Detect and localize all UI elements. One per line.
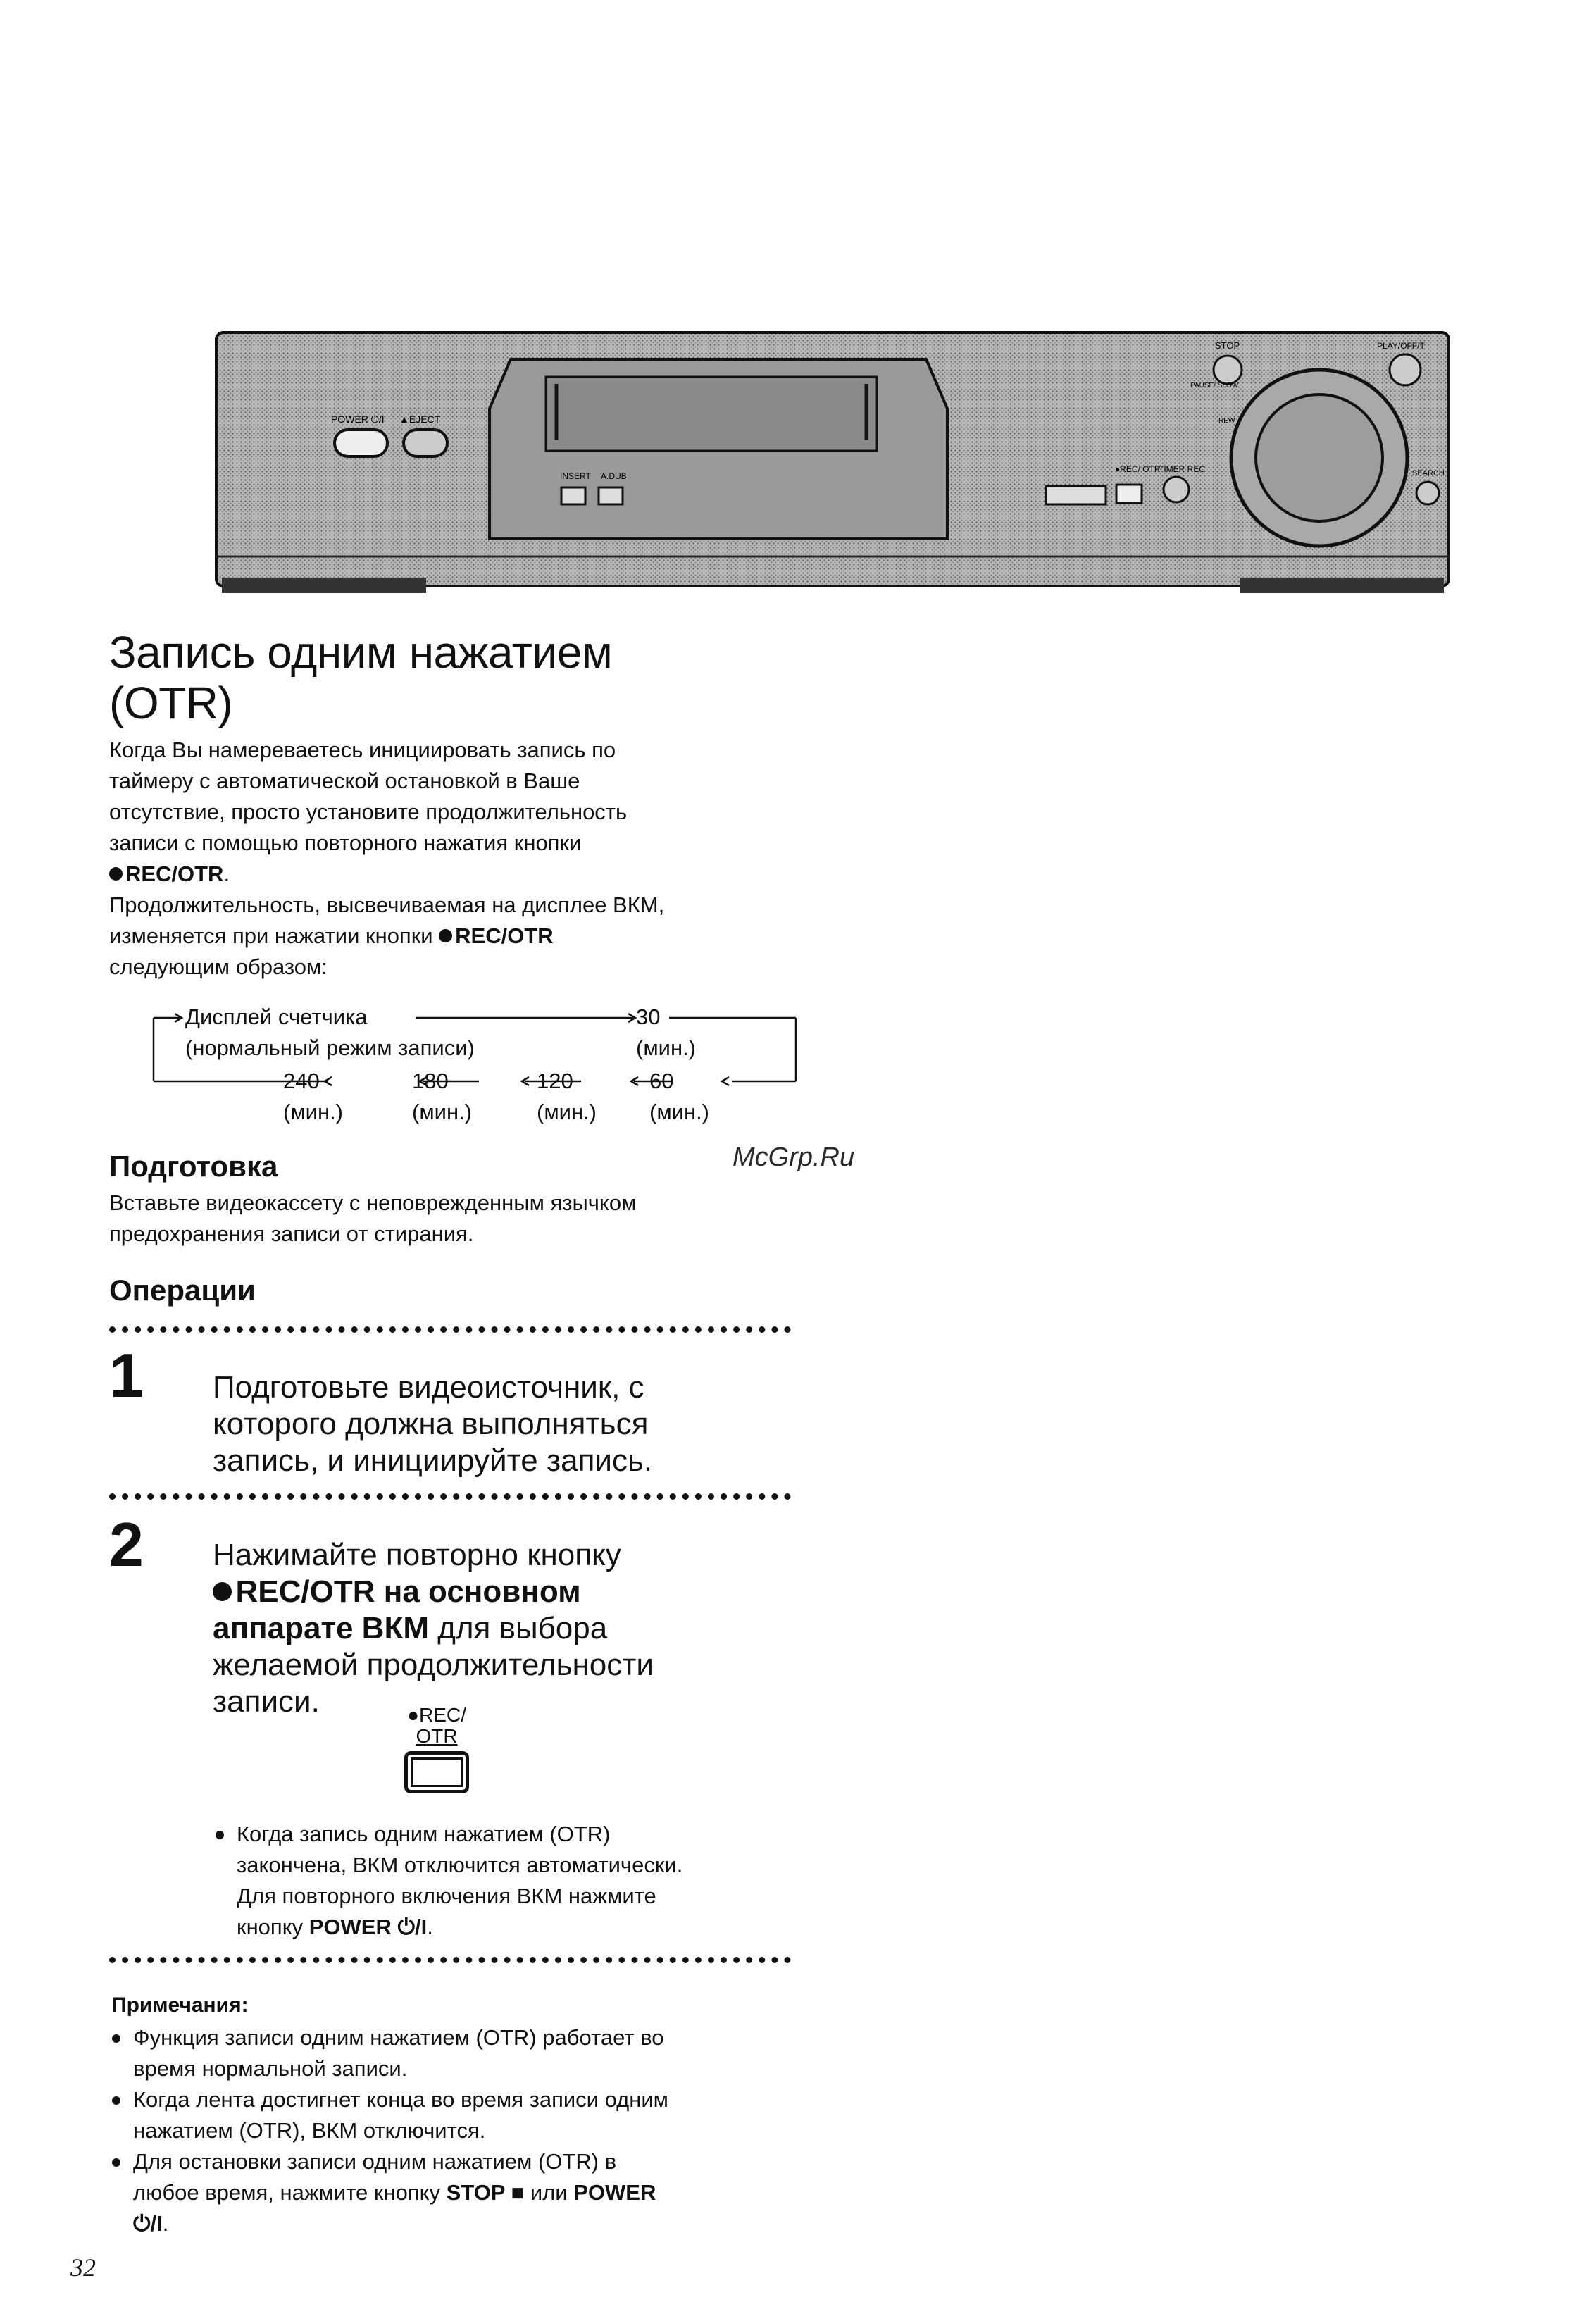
page-title-line-1: Запись одним нажатием — [109, 627, 613, 678]
intro-text: изменяется при нажатии кнопки — [109, 923, 433, 948]
step-1-line: Подготовьте видеоисточник, с — [213, 1370, 644, 1405]
rec-otr-label: REC/OTR — [455, 923, 554, 948]
vcr-insert-button[interactable] — [561, 487, 585, 504]
vcr-timer-rec-button[interactable] — [1164, 477, 1189, 502]
vcr-stop-button[interactable] — [1214, 356, 1242, 384]
note-line: Для остановки записи одним нажатием (OTR) в — [133, 2149, 617, 2174]
intro-line: таймеру с автоматической остановкой в Ваше — [109, 769, 580, 793]
prep-heading: Подготовка — [109, 1150, 278, 1183]
vcr-adub-label: A.DUB — [601, 471, 627, 481]
step-2-text-part: для выбора — [428, 1611, 608, 1645]
note-text: кнопку — [237, 1915, 304, 1939]
vcr-power-label: POWER ⏻/I — [331, 413, 385, 425]
page-title — [109, 627, 612, 728]
rec-dot-icon — [213, 1582, 232, 1601]
note-line: Когда лента достигнет конца во время записи одним — [133, 2087, 668, 2112]
power-symbol: ⏻/I — [133, 2211, 163, 2236]
intro-line: Когда Вы намереваетесь инициировать запись по — [109, 738, 616, 762]
stop-label: STOP ■ — [446, 2180, 525, 2205]
note-text: любое время, нажмите кнопку — [133, 2180, 441, 2205]
step-1-number: 1 — [109, 1340, 144, 1410]
intro-paragraph — [109, 735, 806, 983]
dotted-divider — [109, 1957, 791, 1963]
step-2-line — [213, 1574, 654, 1610]
power-label: POWER — [573, 2180, 656, 2205]
step-2-number: 2 — [109, 1510, 144, 1579]
note-line — [237, 1912, 835, 1943]
notes-list — [109, 2022, 813, 2239]
note-line: нажатием (OTR), ВКМ отключится. — [133, 2118, 486, 2143]
vcr-rew-label: REW — [1218, 417, 1235, 425]
vcr-play-label: PLAY/OFF/T — [1377, 341, 1425, 351]
step-2-text — [213, 1537, 654, 1720]
cycle-unit: (мин.) — [649, 1100, 710, 1124]
page-title-line-2: (OTR) — [109, 678, 233, 728]
cycle-normal-mode: (нормальный режим записи) — [185, 1035, 475, 1060]
note-line — [133, 2208, 813, 2239]
intro-line — [109, 921, 806, 952]
cycle-unit: (мин.) — [283, 1100, 344, 1124]
vcr-stop-label: STOP — [1215, 340, 1240, 351]
dotted-divider — [109, 1493, 791, 1500]
cycle-unit: (мин.) — [412, 1100, 473, 1124]
intro-line: Продолжительность, высвечиваемая на дисплее ВКМ, — [109, 892, 665, 917]
intro-line: следующим образом: — [109, 954, 328, 979]
dotted-divider — [109, 1326, 791, 1333]
step-2-line: записи. — [213, 1684, 320, 1719]
cycle-value-240: 240 — [283, 1069, 320, 1093]
note-period: . — [162, 2211, 169, 2236]
note-item — [109, 2022, 813, 2084]
note-line: Для повторного включения ВКМ нажмите — [237, 1884, 656, 1908]
notes-heading: Примечания: — [111, 1993, 249, 2017]
note-line — [133, 2177, 813, 2208]
cycle-unit: (мин.) — [537, 1100, 597, 1124]
watermark: McGrp.Ru — [732, 1143, 855, 1172]
intro-line: записи с помощью повторного нажатия кнопки — [109, 830, 582, 855]
vcr-timer-rec-label: TIMER REC — [1159, 464, 1205, 474]
note-line: Когда запись одним нажатием (OTR) — [237, 1822, 611, 1846]
cycle-value-180: 180 — [412, 1069, 449, 1093]
step-2-line: желаемой продолжительности — [213, 1648, 654, 1682]
vcr-insert-label: INSERT — [560, 471, 591, 481]
power-label: POWER ⏻/I — [308, 1915, 428, 1939]
vcr-jog-dial[interactable] — [1256, 394, 1383, 521]
cycle-value-120: 120 — [537, 1069, 573, 1093]
vcr-channel-button[interactable] — [1046, 486, 1106, 504]
vcr-rec-otr-label: ●REC/ OTR — [1115, 464, 1161, 474]
step-2-line: Нажимайте повторно кнопку — [213, 1538, 621, 1572]
prep-paragraph — [109, 1188, 636, 1250]
note-line: Функция записи одним нажатием (OTR) работает во — [133, 2025, 664, 2050]
vcr-pause-label: PAUSE/ SLOW — [1190, 382, 1239, 390]
step-2-note — [213, 1819, 835, 1943]
note-line: закончена, ВКМ отключится автоматически. — [237, 1853, 683, 1877]
step-1-line: запись, и инициируйте запись. — [213, 1443, 653, 1478]
step-1-text — [213, 1369, 652, 1479]
vcr-adub-button[interactable] — [599, 487, 623, 504]
step-2-bold: аппарате ВКМ — [213, 1611, 429, 1645]
vcr-rec-otr-button[interactable] — [1116, 485, 1142, 503]
intro-period: . — [223, 861, 230, 886]
prep-line: предохранения записи от стирания. — [109, 1221, 474, 1246]
intro-line: отсутствие, просто установите продолжительность — [109, 800, 628, 824]
rec-dot-icon — [439, 929, 452, 942]
cycle-counter: Дисплей счетчика — [185, 1004, 368, 1029]
vcr-eject-label: ▲EJECT — [399, 413, 441, 425]
rec-otr-label: REC/OTR — [125, 861, 224, 886]
ops-heading: Операции — [109, 1274, 256, 1307]
note-line: время нормальной записи. — [133, 2056, 408, 2081]
vcr-play-button[interactable] — [1390, 354, 1421, 385]
rec-otr-button-label: OTR — [416, 1725, 458, 1747]
vcr-front-panel-illustration — [215, 331, 1451, 595]
prep-line: Вставьте видеокассету с неповрежденным язычком — [109, 1190, 637, 1215]
step-2-line — [213, 1610, 654, 1647]
step-1-line: которого должна выполняться — [213, 1407, 649, 1441]
cycle-value-60: 60 — [649, 1069, 674, 1093]
vcr-search-button[interactable] — [1416, 482, 1439, 504]
rec-otr-button[interactable] — [404, 1751, 469, 1793]
step-2-bold: REC/OTR на основном — [235, 1574, 581, 1609]
vcr-search-label: SEARCH — [1412, 469, 1445, 478]
note-period: . — [427, 1915, 433, 1939]
rec-otr-button-label: ●REC/ — [407, 1704, 466, 1726]
cycle-value-30: 30 — [636, 1004, 661, 1029]
rec-dot-icon — [109, 867, 123, 881]
vcr-power-button[interactable] — [335, 430, 387, 456]
vcr-eject-button[interactable] — [404, 430, 447, 456]
note-text: или — [530, 2180, 568, 2205]
cycle-unit: (мин.) — [636, 1035, 697, 1060]
note-item — [109, 2084, 813, 2146]
intro-line — [109, 859, 806, 890]
note-item — [109, 2146, 813, 2239]
rec-otr-button-illustration — [394, 1705, 479, 1793]
page-number: 32 — [70, 2253, 96, 2282]
